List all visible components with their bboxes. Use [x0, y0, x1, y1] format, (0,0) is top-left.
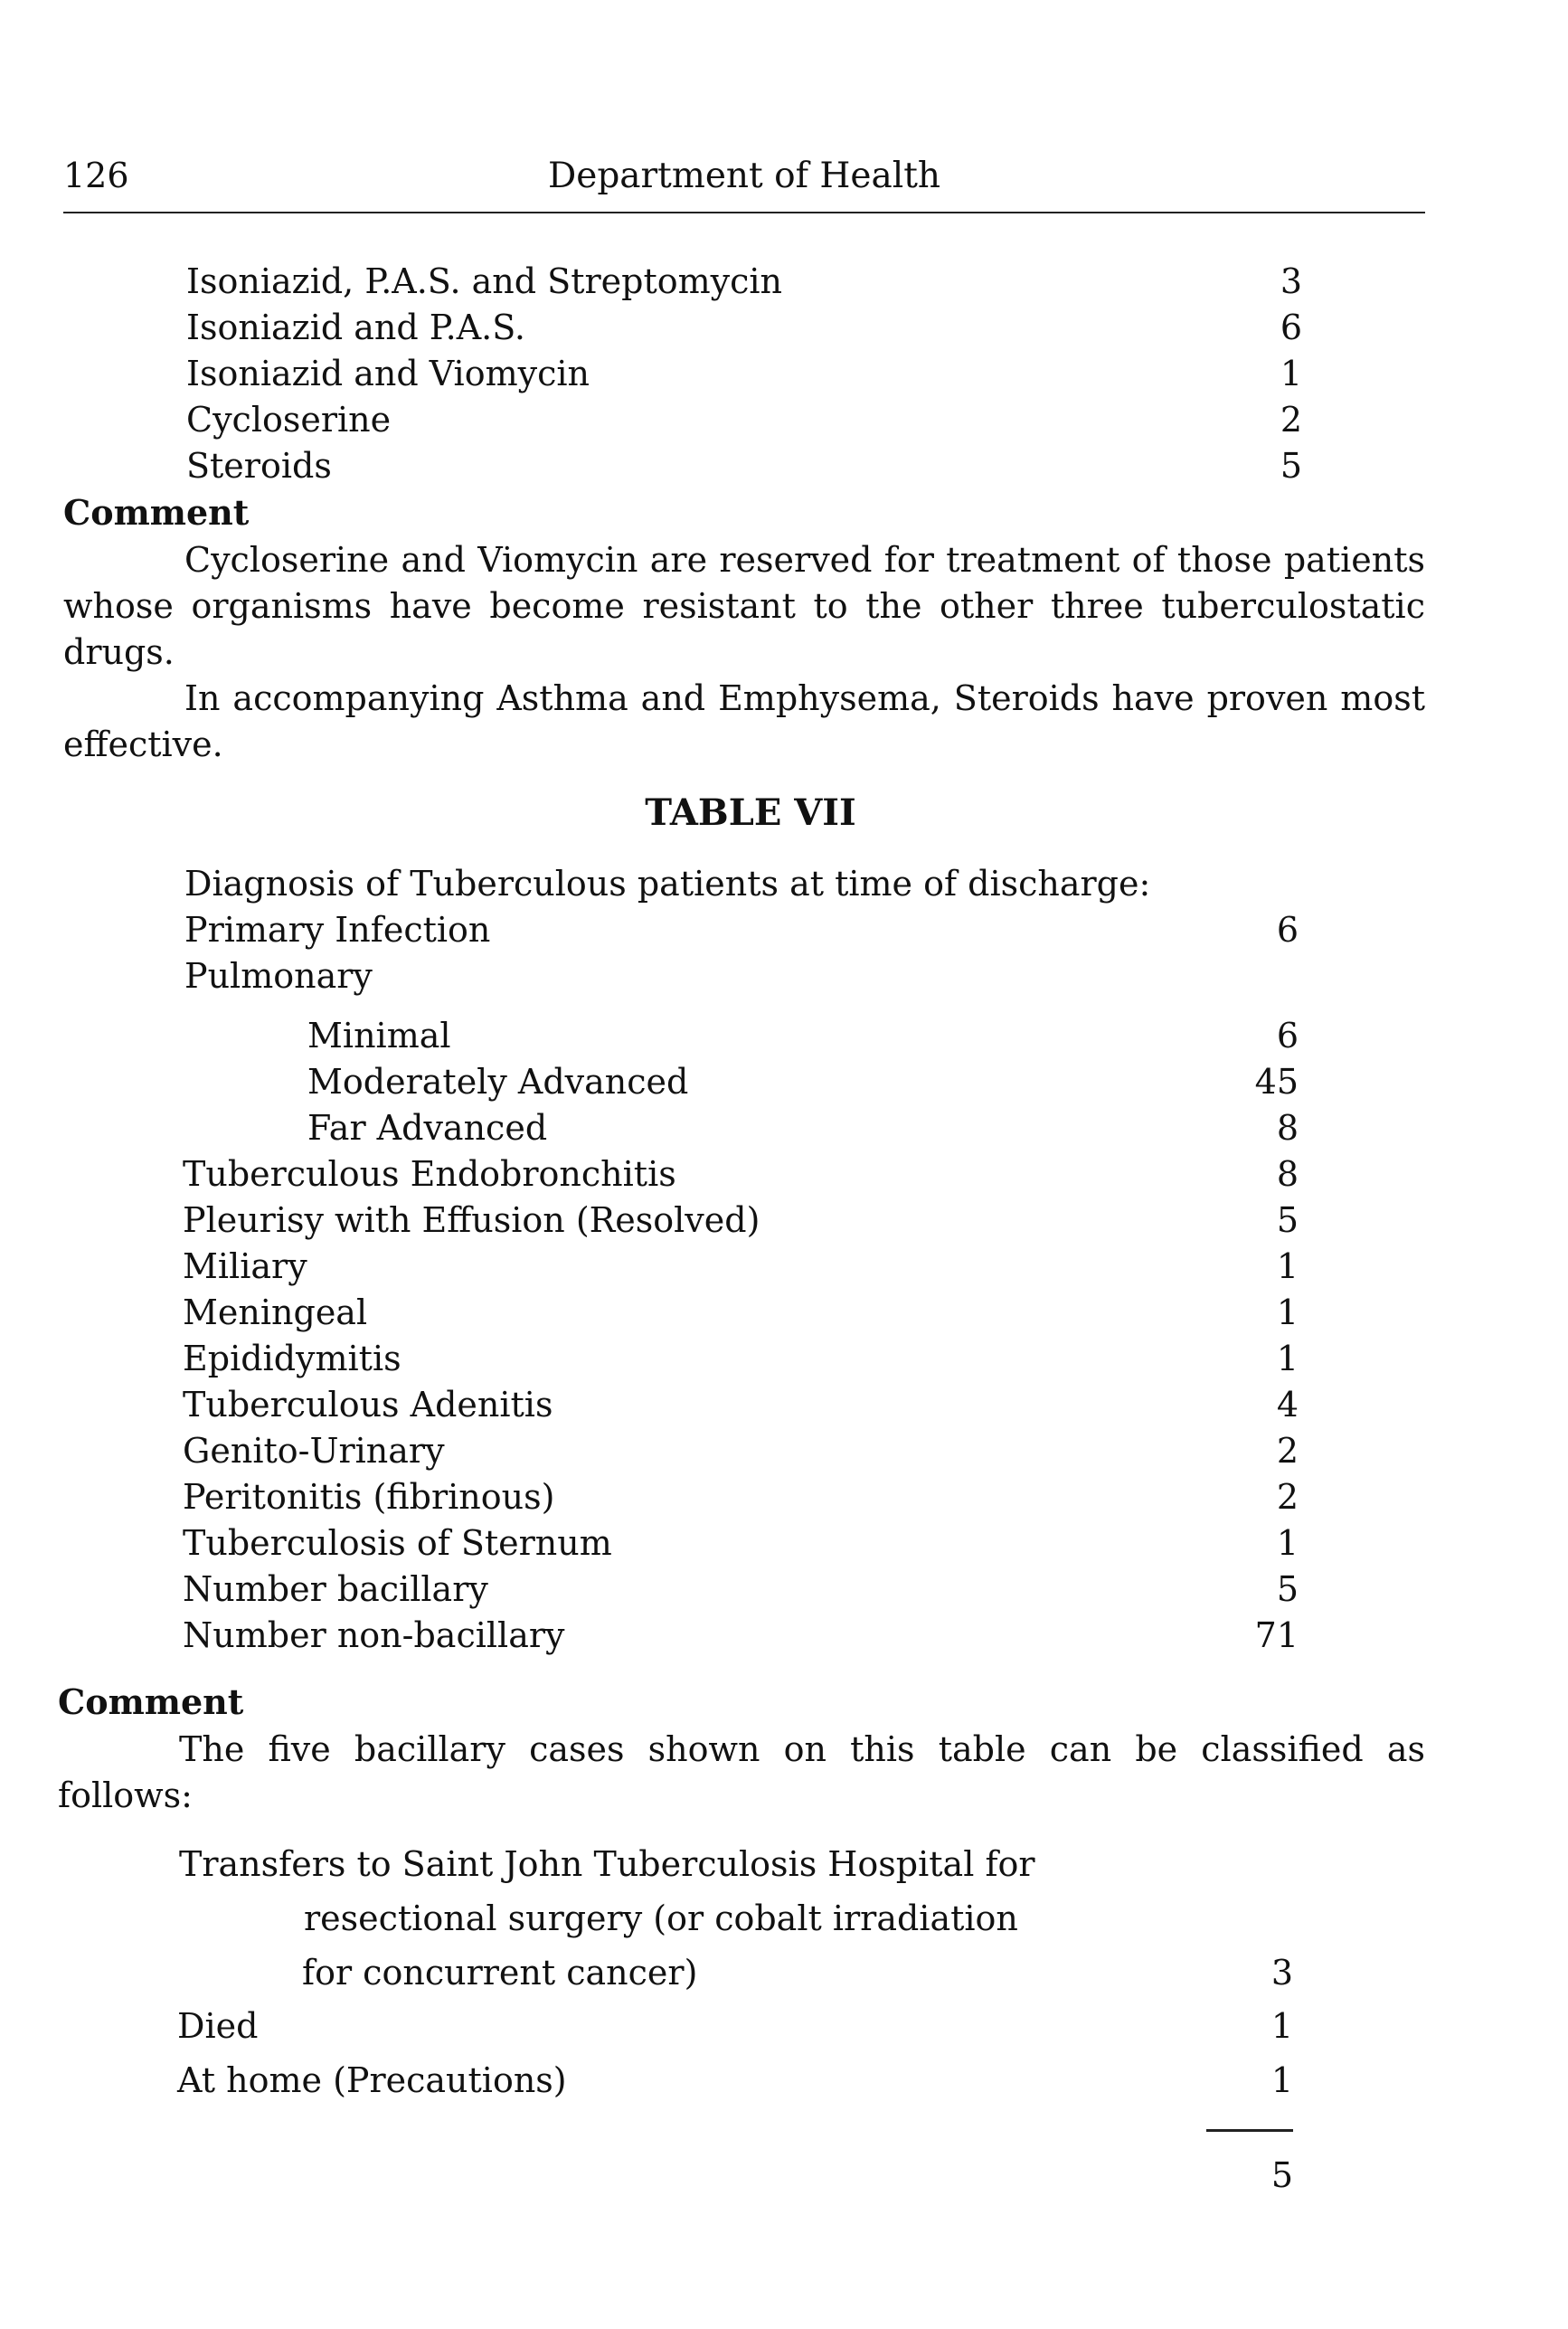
diagnosis-label: Minimal [307, 1016, 451, 1056]
treatment-count: 6 [1280, 308, 1302, 347]
treatment-row [186, 397, 1302, 442]
diagnosis-row [183, 1151, 1299, 1197]
treatment-row [186, 305, 1302, 350]
diagnosis-label: Genito-Urinary [183, 1431, 445, 1471]
page-number: 126 [63, 156, 129, 195]
diagnosis-label: Tuberculous Endobronchitis [183, 1154, 676, 1194]
diagnosis-row [184, 907, 1299, 952]
header-rule [63, 212, 1425, 213]
total-count: 5 [1270, 2155, 1293, 2195]
treatment-count: 2 [1280, 400, 1302, 440]
pulmonary-sub-row [307, 1013, 1299, 1058]
treatment-count: 1 [1280, 354, 1302, 393]
treatment-label: Steroids [186, 446, 332, 486]
diagnosis-count: 2 [1276, 1431, 1299, 1471]
classification-line: Transfers to Saint John Tuberculosis Hospital for [179, 1844, 1035, 1884]
diagnosis-row [183, 1290, 1299, 1335]
treatment-count: 5 [1280, 446, 1302, 486]
diagnosis-count: 1 [1276, 1339, 1299, 1378]
treatment-label: Isoniazid and P.A.S. [186, 308, 526, 347]
diagnosis-row [183, 1520, 1299, 1566]
diagnosis-count: 6 [1276, 910, 1299, 950]
diagnosis-label: Number non-bacillary [183, 1615, 565, 1655]
diagnosis-label: Pleurisy with Effusion (Resolved) [183, 1200, 760, 1240]
treatment-label: Isoniazid and Viomycin [186, 354, 590, 393]
diagnosis-count: 1 [1276, 1246, 1299, 1286]
diagnosis-row [183, 1198, 1299, 1243]
table-intro: Diagnosis of Tuberculous patients at time of discharge: [184, 864, 1151, 904]
treatment-row [186, 259, 1302, 304]
diagnosis-label: Moderately Advanced [307, 1062, 689, 1102]
treatment-label: Cycloserine [186, 400, 392, 440]
classification-row [177, 2058, 1293, 2103]
diagnosis-count: 2 [1276, 1477, 1299, 1517]
diagnosis-count: 8 [1276, 1154, 1299, 1194]
running-head: Department of Health [547, 156, 941, 196]
diagnosis-count: 45 [1254, 1062, 1299, 1102]
diagnosis-row [183, 1567, 1299, 1612]
diagnosis-count: 1 [1276, 1523, 1299, 1563]
diagnosis-label: Meningeal [183, 1292, 368, 1332]
treatment-label: Isoniazid, P.A.S. and Streptomycin [186, 261, 783, 301]
comment-heading: Comment [58, 1681, 244, 1722]
diagnosis-count: 4 [1276, 1385, 1299, 1425]
comment-paragraph: The five bacillary cases shown on this table can be classified as follows: [58, 1729, 1425, 1815]
diagnosis-row [183, 1382, 1299, 1427]
diagnosis-label: Miliary [183, 1246, 307, 1286]
diagnosis-count: 5 [1276, 1200, 1299, 1240]
diagnosis-label: Tuberculosis of Sternum [183, 1523, 612, 1563]
total-row [1206, 2153, 1293, 2198]
treatment-row [186, 443, 1302, 488]
classification-count: 1 [1270, 2060, 1293, 2100]
diagnosis-count: 71 [1254, 1615, 1299, 1655]
classification-label: for concurrent cancer) [302, 1953, 698, 1993]
comment-paragraph: In accompanying Asthma and Emphysema, Steroids have proven most effective. [63, 678, 1425, 764]
classification-count: 1 [1270, 2006, 1293, 2046]
diagnosis-count: 1 [1276, 1292, 1299, 1332]
diagnosis-label: Far Advanced [307, 1108, 548, 1148]
pulmonary-sub-row [307, 1105, 1299, 1150]
diagnosis-count: 5 [1276, 1569, 1299, 1609]
diagnosis-label: Epididymitis [183, 1339, 401, 1378]
comment-heading: Comment [63, 492, 250, 533]
diagnosis-row [183, 1428, 1299, 1473]
classification-label: At home (Precautions) [177, 2060, 567, 2100]
diagnosis-label: Tuberculous Adenitis [183, 1385, 553, 1425]
diagnosis-row [183, 1244, 1299, 1289]
diagnosis-row [183, 1336, 1299, 1381]
diagnosis-label: Number bacillary [183, 1569, 488, 1609]
diagnosis-count: 8 [1276, 1108, 1299, 1148]
page-header [63, 145, 1425, 208]
sum-rule [1206, 2129, 1293, 2132]
treatment-row [186, 351, 1302, 396]
diagnosis-label: Peritonitis (fibrinous) [183, 1477, 555, 1517]
table-title: TABLE VII [645, 791, 856, 834]
classification-row [302, 1950, 1293, 1995]
classification-label: Died [177, 2006, 259, 2046]
diagnosis-count: 6 [1276, 1016, 1299, 1056]
pulmonary-label: Pulmonary [184, 956, 373, 996]
diagnosis-row [183, 1474, 1299, 1520]
classification-count: 3 [1270, 1953, 1293, 1993]
classification-row [177, 2003, 1293, 2049]
comment-paragraph: Cycloserine and Viomycin are reserved for treatment of those patients whose organisms have become resistant to the other three tuberculostatic drugs. [63, 540, 1425, 672]
diagnosis-label: Primary Infection [184, 910, 491, 950]
classification-line: resectional surgery (or cobalt irradiation [304, 1898, 1018, 1938]
diagnosis-row [183, 1613, 1299, 1658]
pulmonary-sub-row [307, 1059, 1299, 1104]
treatment-count: 3 [1280, 261, 1302, 301]
